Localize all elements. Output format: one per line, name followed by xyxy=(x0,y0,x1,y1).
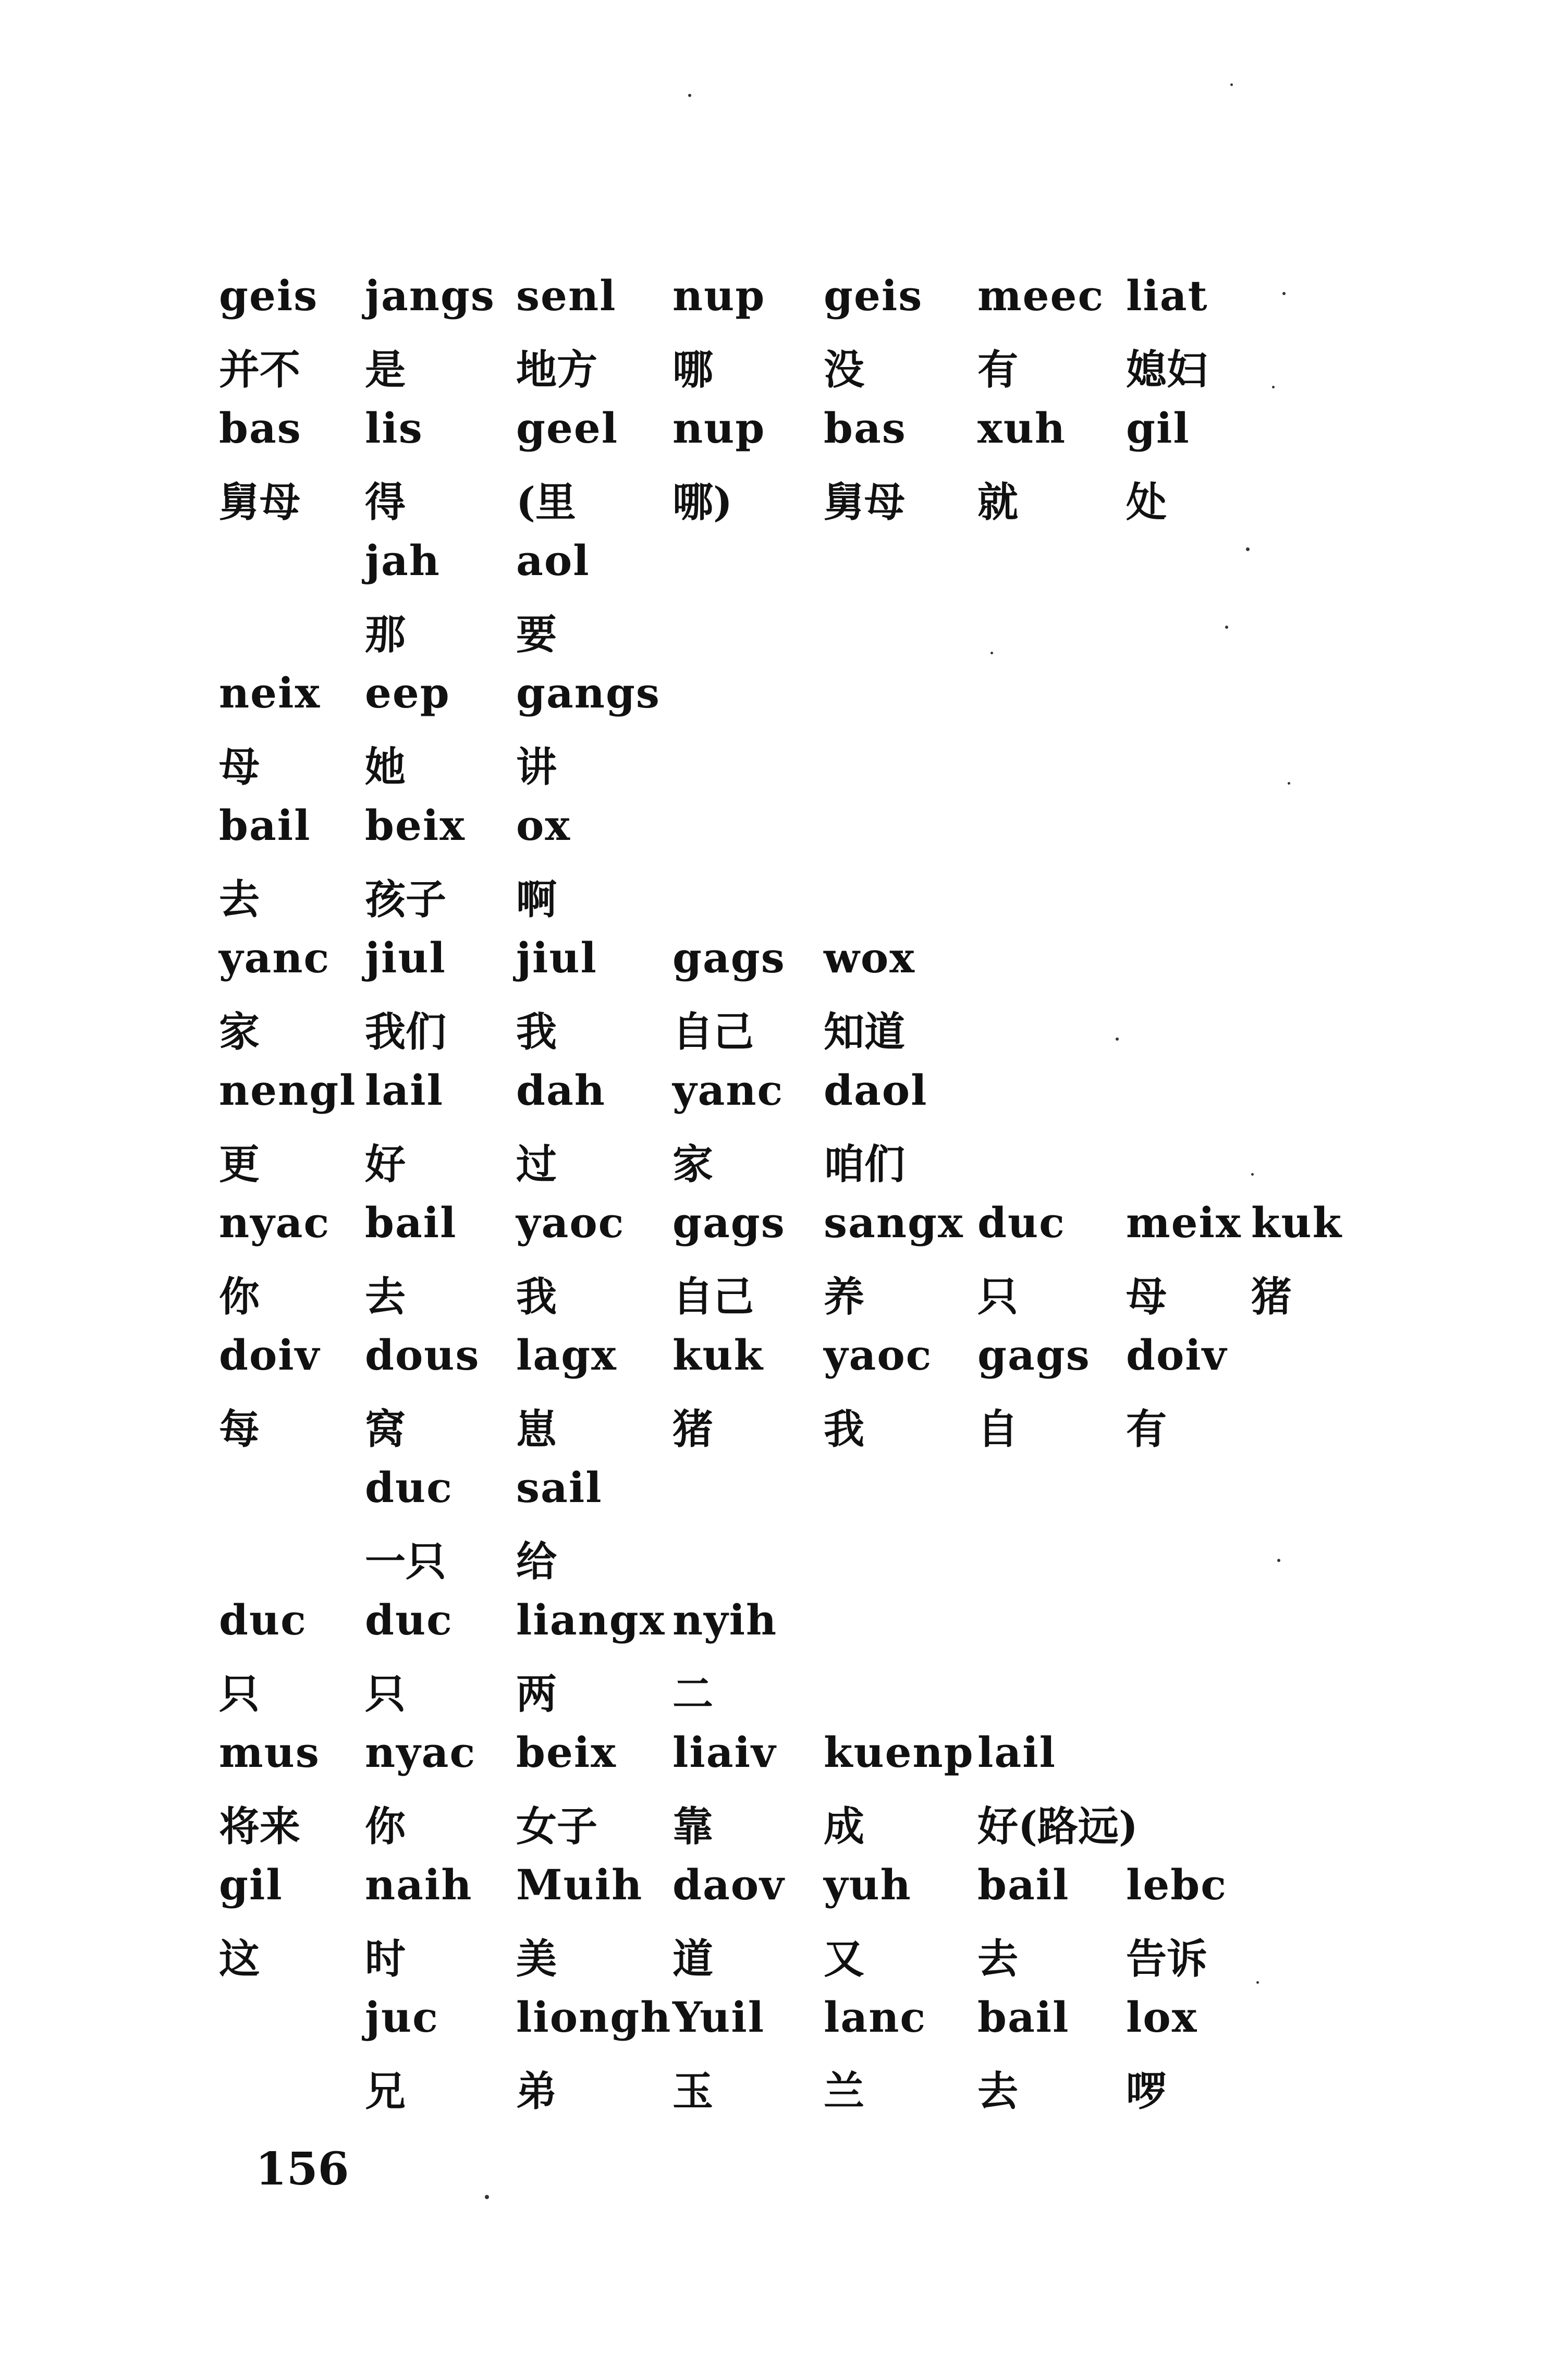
chinese-gloss-word: 兰 xyxy=(824,2068,865,2115)
romanized-word: beix xyxy=(365,801,466,850)
chinese-gloss-word: 两 xyxy=(516,1670,557,1718)
chinese-gloss-word: 啊 xyxy=(516,876,557,923)
romanized-word: duc xyxy=(219,1595,307,1644)
romanized-word: jah xyxy=(365,536,441,585)
chinese-gloss-word: 弟 xyxy=(516,2068,557,2115)
chinese-gloss-line xyxy=(0,735,1541,792)
romanized-word: daol xyxy=(824,1066,928,1115)
chinese-gloss-word: 去 xyxy=(219,876,260,923)
romanized-word: jiul xyxy=(516,933,597,982)
chinese-gloss-word: 去 xyxy=(977,1935,1019,1983)
chinese-gloss-word: 啰 xyxy=(1126,2068,1167,2115)
romanized-word: bas xyxy=(219,404,302,453)
romanized-word: mus xyxy=(219,1728,320,1777)
chinese-gloss-line xyxy=(0,470,1541,527)
romanized-word: nyac xyxy=(219,1198,331,1247)
chinese-gloss-word: 去 xyxy=(977,2068,1019,2115)
romanized-word: senl xyxy=(516,271,617,320)
romanized-line xyxy=(0,1463,1541,1520)
romanized-word: bail xyxy=(365,1198,457,1247)
romanized-word: geis xyxy=(219,271,319,320)
romanized-word: jangs xyxy=(365,271,495,320)
romanized-word: yaoc xyxy=(516,1198,625,1247)
chinese-gloss-line xyxy=(0,337,1541,395)
romanized-word: kuk xyxy=(672,1331,764,1380)
chinese-gloss-word: 家 xyxy=(219,1008,260,1056)
romanized-word: doiv xyxy=(1126,1331,1228,1380)
romanized-word: doiv xyxy=(219,1331,321,1380)
romanized-word: yanc xyxy=(219,933,331,982)
chinese-gloss-word: 地方 xyxy=(516,346,598,394)
romanized-word: lanc xyxy=(824,1993,927,2042)
chinese-gloss-word: 有 xyxy=(977,346,1019,394)
chinese-gloss-word: 只 xyxy=(219,1670,260,1718)
romanized-word: aol xyxy=(516,536,590,585)
romanized-word: jiul xyxy=(365,933,446,982)
print-speck xyxy=(1225,626,1228,629)
chinese-gloss-line xyxy=(0,1926,1541,1984)
chinese-gloss-word: 时 xyxy=(365,1935,406,1983)
chinese-gloss-word: 窝 xyxy=(365,1406,406,1453)
print-speck xyxy=(1246,547,1250,551)
chinese-gloss-word: 并不 xyxy=(219,346,301,394)
chinese-gloss-word: 家 xyxy=(672,1141,714,1188)
romanized-word: naih xyxy=(365,1860,473,1909)
chinese-gloss-word: 你 xyxy=(365,1803,406,1850)
chinese-gloss-word: 母 xyxy=(1126,1273,1167,1321)
chinese-gloss-word: 又 xyxy=(824,1935,865,1983)
chinese-gloss-line xyxy=(0,999,1541,1057)
chinese-gloss-word: 哪 xyxy=(672,346,714,394)
chinese-gloss-line xyxy=(0,1529,1541,1586)
romanized-word: liangx xyxy=(516,1595,666,1644)
chinese-gloss-word: 自 xyxy=(977,1406,1019,1453)
chinese-gloss-word: 女子 xyxy=(516,1803,598,1850)
romanized-word: liat xyxy=(1126,271,1208,320)
romanized-word: duc xyxy=(977,1198,1066,1247)
chinese-gloss-word: 道 xyxy=(672,1935,714,1983)
romanized-word: yaoc xyxy=(824,1331,933,1380)
romanized-word: gil xyxy=(1126,404,1190,453)
romanized-word: Yuil xyxy=(672,1993,765,2042)
print-speck xyxy=(1230,83,1233,86)
chinese-gloss-line xyxy=(0,602,1541,660)
romanized-word: gangs xyxy=(516,668,661,717)
romanized-word: gags xyxy=(977,1331,1091,1380)
chinese-gloss-word: 我 xyxy=(516,1008,557,1056)
chinese-gloss-line xyxy=(0,2059,1541,2116)
chinese-gloss-word: 我们 xyxy=(365,1008,447,1056)
romanized-line xyxy=(0,801,1541,858)
print-speck xyxy=(1256,1981,1259,1984)
chinese-gloss-word: 得 xyxy=(365,479,406,526)
chinese-gloss-word: 舅母 xyxy=(219,479,301,526)
chinese-gloss-word: 咱们 xyxy=(824,1141,906,1188)
chinese-gloss-word: 母 xyxy=(219,743,260,791)
romanized-line xyxy=(0,668,1541,726)
romanized-word: eep xyxy=(365,668,450,717)
romanized-word: lail xyxy=(365,1066,444,1115)
chinese-gloss-word: 孩子 xyxy=(365,876,447,923)
chinese-gloss-word: 每 xyxy=(219,1406,260,1453)
print-speck xyxy=(1288,782,1290,785)
chinese-gloss-line xyxy=(0,1794,1541,1851)
chinese-gloss-line xyxy=(0,1264,1541,1322)
chinese-gloss-word: 媳妇 xyxy=(1126,346,1208,394)
romanized-line xyxy=(0,1993,1541,2050)
romanized-word: bail xyxy=(219,801,311,850)
romanized-word: kuk xyxy=(1251,1198,1343,1247)
romanized-line xyxy=(0,271,1541,328)
chinese-gloss-word: 成 xyxy=(824,1803,865,1850)
chinese-gloss-word: 崽 xyxy=(516,1406,557,1453)
chinese-gloss-word: 没 xyxy=(824,346,865,394)
chinese-gloss-line xyxy=(0,1662,1541,1719)
chinese-gloss-word: 好 xyxy=(365,1141,406,1188)
romanized-word: daov xyxy=(672,1860,785,1909)
chinese-gloss-word: 她 xyxy=(365,743,406,791)
chinese-gloss-line xyxy=(0,867,1541,924)
romanized-word: dah xyxy=(516,1066,606,1115)
chinese-gloss-word: 我 xyxy=(824,1406,865,1453)
romanized-line xyxy=(0,1860,1541,1918)
print-speck xyxy=(688,94,691,97)
chinese-gloss-line xyxy=(0,1132,1541,1189)
romanized-line xyxy=(0,404,1541,461)
romanized-word: xuh xyxy=(977,404,1067,453)
romanized-word: ox xyxy=(516,801,571,850)
romanized-word: nyih xyxy=(672,1595,778,1644)
print-speck xyxy=(1272,386,1275,388)
chinese-gloss-word: 自己 xyxy=(672,1273,754,1321)
chinese-gloss-word: 去 xyxy=(365,1273,406,1321)
romanized-word: geel xyxy=(516,404,619,453)
romanized-word: bail xyxy=(977,1860,1070,1909)
chinese-gloss-word: 我 xyxy=(516,1273,557,1321)
chinese-gloss-word: 哪) xyxy=(672,479,732,526)
romanized-word: kuenp xyxy=(824,1728,974,1777)
chinese-gloss-word: 美 xyxy=(516,1935,557,1983)
romanized-word: lail xyxy=(977,1728,1057,1777)
chinese-gloss-word: 更 xyxy=(219,1141,260,1188)
romanized-word: nengl xyxy=(219,1066,357,1115)
romanized-word: beix xyxy=(516,1728,617,1777)
chinese-gloss-word: 一只 xyxy=(365,1538,447,1585)
romanized-word: lagx xyxy=(516,1331,617,1380)
chinese-gloss-word: 知道 xyxy=(824,1008,906,1056)
romanized-word: duc xyxy=(365,1463,453,1512)
romanized-line xyxy=(0,933,1541,991)
print-speck xyxy=(1116,1038,1119,1041)
romanized-line xyxy=(0,1198,1541,1255)
romanized-word: duc xyxy=(365,1595,453,1644)
chinese-gloss-word: 处 xyxy=(1126,479,1167,526)
chinese-gloss-word: 只 xyxy=(977,1273,1019,1321)
chinese-gloss-word: 猪 xyxy=(1251,1273,1292,1321)
chinese-gloss-word: 那 xyxy=(365,611,406,658)
romanized-word: lebc xyxy=(1126,1860,1227,1909)
chinese-gloss-word: 过 xyxy=(516,1141,557,1188)
print-speck xyxy=(1282,292,1286,295)
romanized-line xyxy=(0,1595,1541,1653)
print-speck xyxy=(1277,1559,1280,1562)
print-speck xyxy=(485,2195,489,2199)
chinese-gloss-word: (里 xyxy=(516,479,576,526)
chinese-gloss-word: 要 xyxy=(516,611,557,658)
chinese-gloss-word: 兄 xyxy=(365,2068,406,2115)
chinese-gloss-word: 有 xyxy=(1126,1406,1167,1453)
romanized-word: bas xyxy=(824,404,907,453)
chinese-gloss-word: 只 xyxy=(365,1670,406,1718)
romanized-word: wox xyxy=(824,933,915,982)
chinese-gloss-word: 自己 xyxy=(672,1008,754,1056)
romanized-word: nyac xyxy=(365,1728,476,1777)
romanized-word: lis xyxy=(365,404,423,453)
chinese-gloss-line xyxy=(0,1397,1541,1454)
chinese-gloss-word: 养 xyxy=(824,1273,865,1321)
chinese-gloss-word: 二 xyxy=(672,1670,714,1718)
romanized-word: nup xyxy=(672,271,766,320)
chinese-gloss-word: 将来 xyxy=(219,1803,301,1850)
chinese-gloss-word: 猪 xyxy=(672,1406,714,1453)
romanized-line xyxy=(0,1066,1541,1123)
romanized-line xyxy=(0,1728,1541,1785)
romanized-word: geis xyxy=(824,271,923,320)
chinese-gloss-word: 讲 xyxy=(516,743,557,791)
page-number: 156 xyxy=(255,2143,349,2195)
chinese-gloss-word: 是 xyxy=(365,346,406,394)
romanized-word: lox xyxy=(1126,1993,1198,2042)
romanized-word: Muih xyxy=(516,1860,643,1909)
romanized-word: liaiv xyxy=(672,1728,777,1777)
romanized-word: yuh xyxy=(824,1860,912,1909)
chinese-gloss-word: 就 xyxy=(977,479,1019,526)
romanized-word: gags xyxy=(672,933,786,982)
romanized-word: liongh xyxy=(516,1993,672,2042)
romanized-word: meix xyxy=(1126,1198,1242,1247)
chinese-gloss-word: 你 xyxy=(219,1273,260,1321)
romanized-word: nup xyxy=(672,404,766,453)
chinese-gloss-word: 靠 xyxy=(672,1803,714,1850)
romanized-word: dous xyxy=(365,1331,480,1380)
chinese-gloss-word: 舅母 xyxy=(824,479,906,526)
chinese-gloss-word: 告诉 xyxy=(1126,1935,1208,1983)
romanized-word: juc xyxy=(365,1993,439,2042)
romanized-word: sail xyxy=(516,1463,603,1512)
romanized-word: yanc xyxy=(672,1066,784,1115)
romanized-line xyxy=(0,1331,1541,1388)
chinese-gloss-word: 给 xyxy=(516,1538,557,1585)
print-speck xyxy=(1251,1173,1254,1176)
romanized-word: neix xyxy=(219,668,321,717)
chinese-gloss-word: 这 xyxy=(219,1935,260,1983)
print-speck xyxy=(990,652,993,654)
romanized-word: gil xyxy=(219,1860,283,1909)
romanized-line xyxy=(0,536,1541,593)
chinese-gloss-word: 玉 xyxy=(672,2068,714,2115)
chinese-gloss-word: 好(路远) xyxy=(977,1803,1138,1850)
romanized-word: sangx xyxy=(824,1198,964,1247)
romanized-word: gags xyxy=(672,1198,786,1247)
romanized-word: bail xyxy=(977,1993,1070,2042)
romanized-word: meec xyxy=(977,271,1105,320)
